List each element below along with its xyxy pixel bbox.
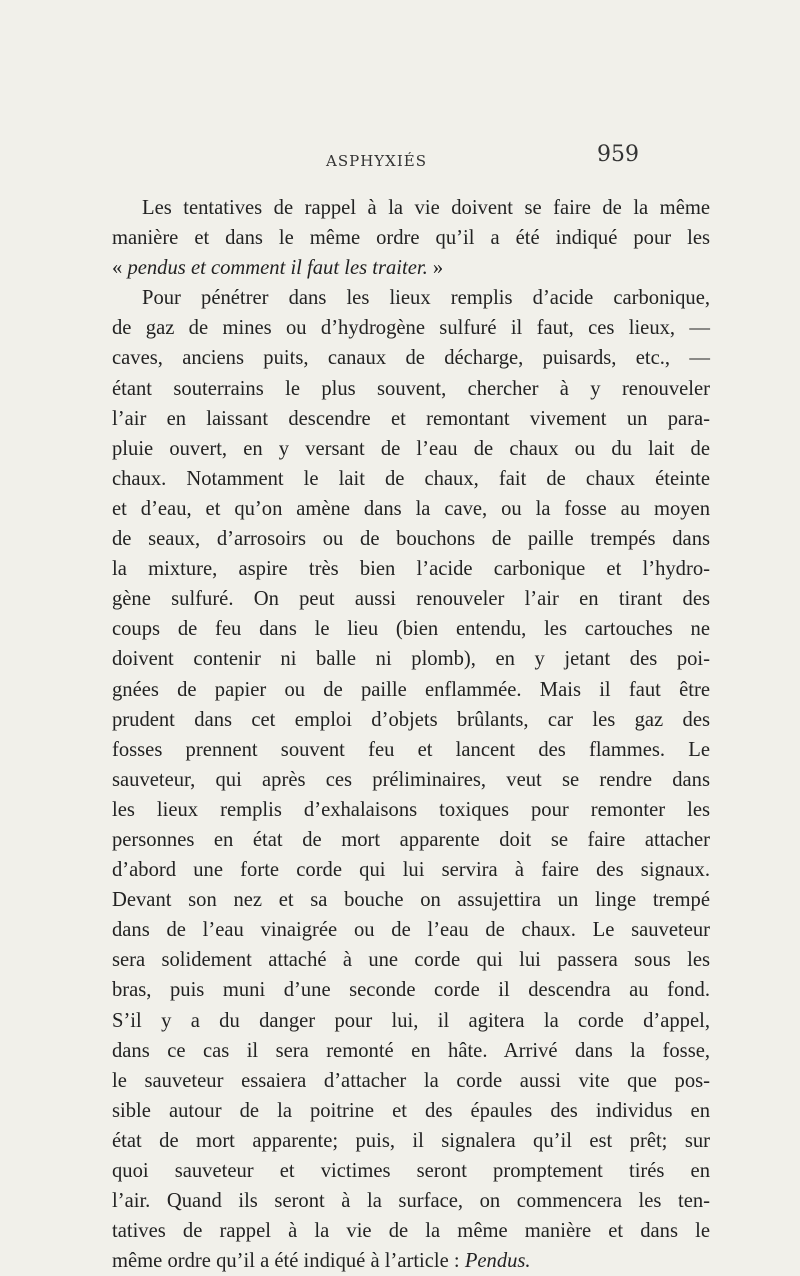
text-line: manière et dans le même ordre qu’il a été indiqué pour les <box>112 227 710 250</box>
text-line: état de mort apparente; puis, il signalera qu’il est prêt; sur <box>112 1129 710 1152</box>
text-line: l’air. Quand ils seront à la surface, on commencera les ten- <box>112 1190 710 1213</box>
text-line: le sauveteur essaiera d’attacher la corde aussi vite que pos- <box>112 1069 710 1092</box>
text-line: tatives de rappel à la vie de la même manière et dans le <box>112 1220 710 1243</box>
running-head <box>0 142 800 172</box>
text-line: prudent dans cet emploi d’objets brûlants, car les gaz des <box>112 708 710 731</box>
text-line: doivent contenir ni balle ni plomb), en y jetant des poi- <box>112 648 710 671</box>
text-line: dans de l’eau vinaigrée ou de l’eau de chaux. Le sauveteur <box>112 919 710 942</box>
text-line <box>112 253 710 283</box>
text-line: pluie ouvert, en y versant de l’eau de chaux ou du lait de <box>112 437 710 460</box>
text-line: sible autour de la poitrine et des épaules des individus en <box>112 1099 710 1122</box>
text-line: gène sulfuré. On peut aussi renouveler l’air en tirant des <box>112 588 710 611</box>
text-line: fosses prennent souvent feu et lancent des flammes. Le <box>112 738 710 761</box>
text-line <box>112 1246 710 1276</box>
text-line: personnes en état de mort apparente doit se faire attacher <box>112 828 710 851</box>
text-line: Pour pénétrer dans les lieux remplis d’acide carbonique, <box>142 287 710 310</box>
text-line: Devant son nez et sa bouche on assujettira un linge trempé <box>112 889 710 912</box>
body-text <box>112 193 710 1276</box>
last-line-text: même ordre qu’il a été indiqué à l’article : <box>112 1250 465 1273</box>
text-line: chaux. Notamment le lait de chaux, fait de chaux éteinte <box>112 467 710 490</box>
page-number: 959 <box>597 142 639 167</box>
section-title: ASPHYXIÉS <box>326 152 428 170</box>
text-line: caves, anciens puits, canaux de décharge, puisards, etc., — <box>112 347 710 370</box>
text-line: l’air en laissant descendre et remontant vivement un para- <box>112 407 710 430</box>
text-line: gnées de papier ou de paille enflammée. Mais il faut être <box>112 678 710 701</box>
text-line: quoi sauveteur et victimes seront promptement tirés en <box>112 1160 710 1182</box>
quote-open: « <box>112 257 128 280</box>
italic-reference: pendus et comment il faut les traiter. <box>127 257 428 280</box>
italic-reference: Pendus. <box>464 1250 531 1273</box>
text-line: dans ce cas il sera remonté en hâte. Arrivé dans la fosse, <box>112 1039 710 1062</box>
text-line: sauveteur, qui après ces préliminaires, veut se rendre dans <box>112 768 710 791</box>
text-line: sera solidement attaché à une corde qui lui passera sous les <box>112 949 710 972</box>
text-line: la mixture, aspire très bien l’acide carbonique et l’hydro- <box>112 558 710 581</box>
text-line: et d’eau, et qu’on amène dans la cave, ou la fosse au moyen <box>112 497 710 520</box>
paragraph-2 <box>112 283 710 1276</box>
text-line: bras, puis muni d’une seconde corde il descendra au fond. <box>112 979 710 1002</box>
text-line: coups de feu dans le lieu (bien entendu, les cartouches ne <box>112 618 710 641</box>
quote-close: » <box>427 257 444 280</box>
text-line: Les tentatives de rappel à la vie doivent se faire de la même <box>142 197 710 219</box>
text-line: S’il y a du danger pour lui, il agitera la corde d’appel, <box>112 1009 710 1032</box>
text-line: d’abord une forte corde qui lui servira à faire des signaux. <box>112 859 710 882</box>
paragraph-1 <box>112 193 710 283</box>
text-line: les lieux remplis d’exhalaisons toxiques pour remonter les <box>112 798 710 821</box>
text-line: de seaux, d’arrosoirs ou de bouchons de paille trempés dans <box>112 528 710 551</box>
text-line: étant souterrains le plus souvent, chercher à y renouveler <box>112 377 710 400</box>
text-line: de gaz de mines ou d’hydrogène sulfuré il faut, ces lieux, — <box>112 317 710 340</box>
